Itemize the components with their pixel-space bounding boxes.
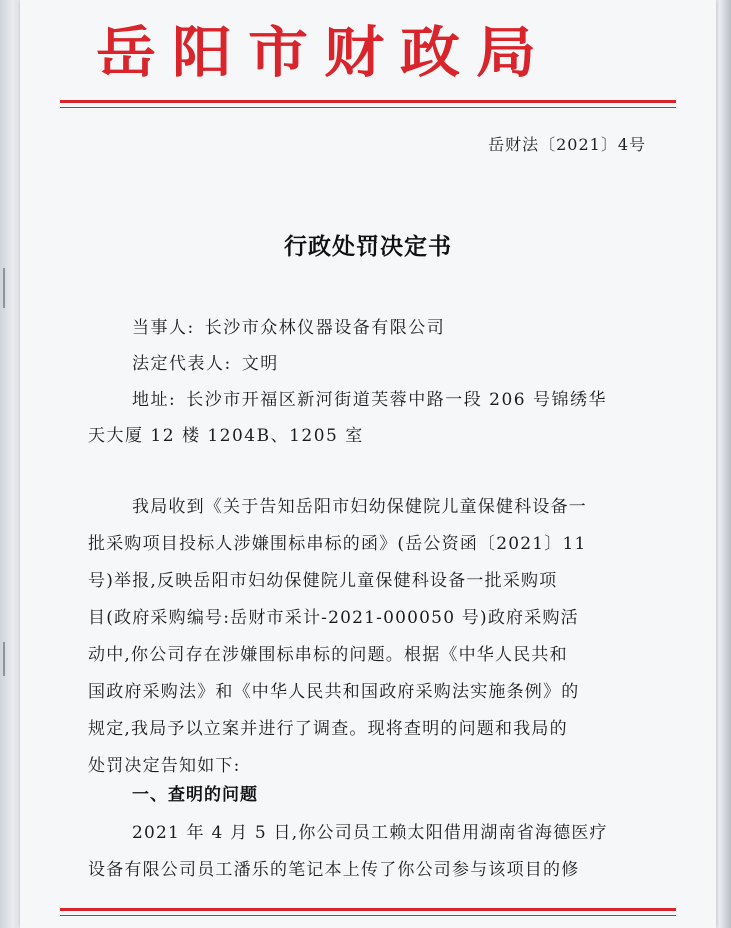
party-value: 长沙市众林仪器设备有限公司 [204,318,446,338]
agency-masthead: 岳阳市财政局 [96,20,552,86]
document-number: 岳财法〔2021〕4号 [488,135,646,154]
body-line: 目(政府采购编号:岳财市采计-2021-000050 号)政府采购活 [88,608,579,628]
scan-edge-right [719,0,731,928]
party-label: 当事人: [132,318,195,338]
address-field [132,385,607,410]
masthead-red-rule-thin [60,107,676,108]
body-line: 处罚决定告知如下: [88,756,241,776]
address-label: 地址: [132,390,177,410]
address-value: 长沙市开福区新河街道芙蓉中路一段 206 号锦绣华 [186,390,607,410]
body-line: 批采购项目投标人涉嫌围标串标的函》(岳公资函〔2021〕11 [88,534,587,554]
scan-artifact [3,268,5,308]
party-field [132,313,445,338]
address-continuation: 天大厦 12 楼 1204B、1205 室 [88,426,364,446]
footer-red-rule [60,908,676,911]
document-page [20,0,716,928]
representative-label: 法定代表人: [132,354,232,374]
masthead-red-rule [60,100,676,103]
footer-red-rule-thin [60,915,676,916]
section-line: 设备有限公司员工潘乐的笔记本上传了你公司参与该项目的修 [88,860,580,880]
representative-field [132,349,279,374]
body-line: 国政府采购法》和《中华人民共和国政府采购法实施条例》的 [88,682,580,702]
section-line: 2021 年 4 月 5 日,你公司员工赖太阳借用湖南省海德医疗 [132,823,608,843]
representative-value: 文明 [241,354,279,374]
scan-edge-left [0,0,14,928]
body-line: 号)举报,反映岳阳市妇幼保健院儿童保健科设备一批采购项 [88,571,558,591]
section-heading: 一、查明的问题 [132,785,258,805]
document-title: 行政处罚决定书 [284,233,452,260]
body-line: 动中,你公司存在涉嫌围标串标的问题。根据《中华人民共和 [88,645,568,665]
body-line: 我局收到《关于告知岳阳市妇幼保健院儿童保健科设备一 [132,497,587,517]
body-line: 规定,我局予以立案并进行了调查。现将查明的问题和我局的 [88,719,568,739]
scan-artifact [3,642,5,676]
